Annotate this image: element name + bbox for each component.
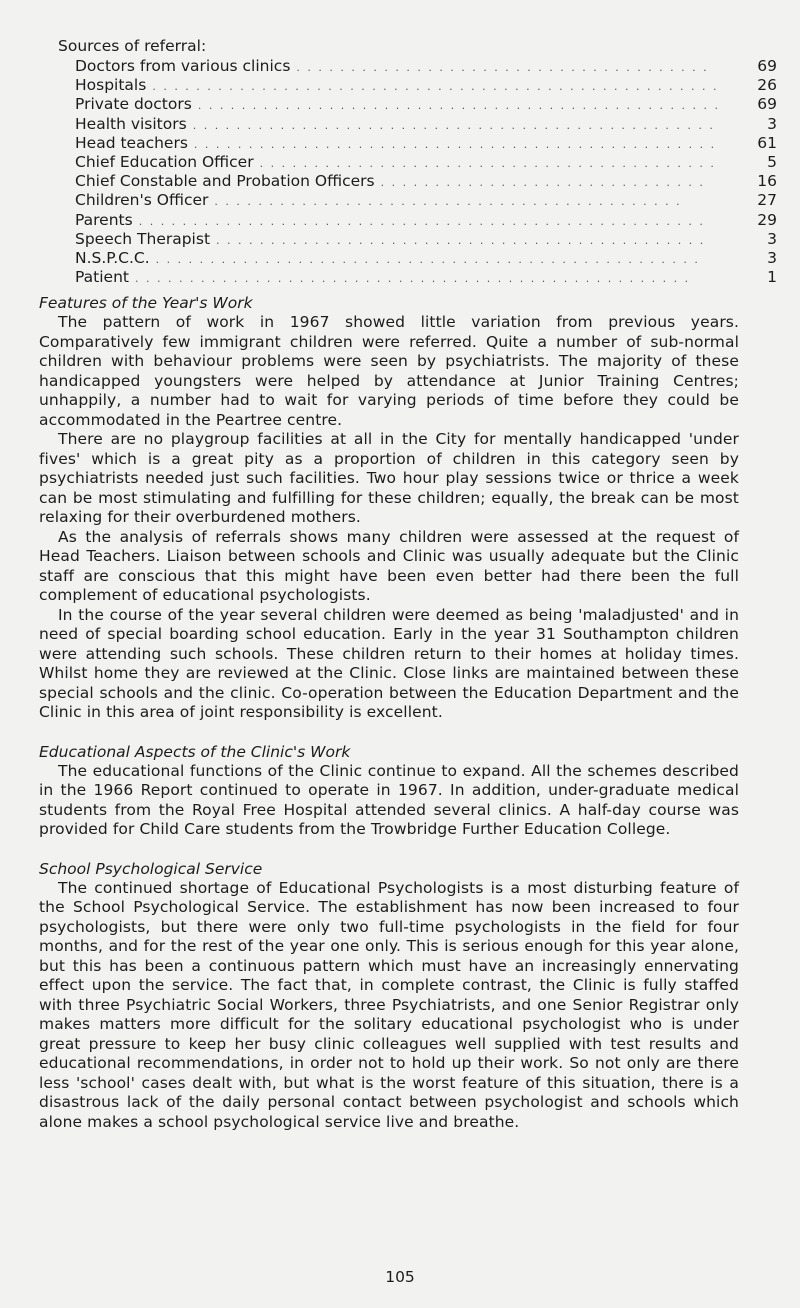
referral-row [75, 134, 777, 153]
referral-count: 69 [757, 95, 777, 114]
referrals-list [75, 57, 777, 287]
referrals-heading: Sources of referral: [58, 37, 207, 55]
page-content [39, 36, 777, 1132]
referral-label: Patient [75, 268, 129, 287]
referral-row [75, 172, 777, 191]
referral-label: Children's Officer [75, 191, 209, 210]
referral-count: 69 [757, 57, 777, 75]
leader-dots: . . . . . . . . . . . . . . . . . . . . . . . . . . . . . . . . . . . . . . . . . . . . . . . . [192, 118, 715, 132]
section-heading-educational-aspects: Educational Aspects of the Clinic's Work [39, 742, 351, 761]
leader-dots: . . . . . . . . . . . . . . . . . . . . . . . . . . . . . . [380, 176, 705, 190]
leader-dots: . . . . . . . . . . . . . . . . . . . . . . . . . . . . . . . . . . . . . . . . . . [259, 156, 716, 170]
referral-count: 3 [767, 229, 777, 248]
leader-dots: . . . . . . . . . . . . . . . . . . . . . . . . . . . . . . . . . . . . . . . . . . . . . . . . . . . [134, 272, 691, 286]
leader-dots: . . . . . . . . . . . . . . . . . . . . . . . . . . . . . . . . . . . . . . [296, 61, 709, 74]
referral-label: Chief Constable and Probation Officers [75, 172, 375, 191]
referral-row [75, 57, 777, 76]
referral-count: 5 [767, 152, 777, 171]
paragraph: In the course of the year several children were deemed as being 'maladjusted' and in need of special boarding school education. Early in the year 31 Southampton children were attending such schools. These children return to their homes at holiday times. Whilst home they are reviewed at the Clinic. Close links are maintained between these special schools and the clinic. Co-operation between the Education Department and the Clinic in this area of joint responsibility is excellent. [39, 605, 739, 722]
referral-label: Parents [75, 210, 133, 229]
leader-dots: . . . . . . . . . . . . . . . . . . . . . . . . . . . . . . . . . . . . . . . . . . . [214, 195, 682, 209]
referral-row [75, 95, 777, 114]
referral-label: Hospitals [75, 76, 147, 95]
referral-label: Speech Therapist [75, 229, 211, 248]
referral-count: 26 [757, 76, 777, 95]
referral-label: Doctors from various clinics [75, 57, 291, 75]
referral-row [75, 191, 777, 210]
paragraph: The pattern of work in 1967 showed little variation from previous years. Comparatively few immigrant children were referred. Quite a number of sub-normal children with behaviour problems were seen by psychiatrists. The majority of these handicapped youngsters were helped by attendance at Junior Training Centres; unhappily, a number had to wait for varying periods of time before they could be accommodated in the Peartree centre. [39, 313, 739, 429]
referral-count: 16 [757, 172, 777, 191]
referral-count: 1 [767, 268, 777, 287]
referral-row [75, 230, 777, 249]
referral-row [75, 211, 777, 230]
referral-count: 3 [767, 248, 777, 267]
referral-row [75, 249, 777, 268]
referral-label: Health visitors [75, 114, 187, 133]
paragraph: The continued shortage of Educational Psychologists is a most disturbing feature of the School Psychological Service. The establishment has now been increased to four psychologists, but there were only two full-time psychologists in the field for four months, and for the rest of the year one only. This is serious enough for this year alone, but this has been a continuous pattern which must have an increasingly ennervating effect upon the service. The fact that, in complete contrast, the Clinic is fully staffed with three Psychiatric Social Workers, three Psychiatrists, and one Senior Registrar only makes matters more difficult for the solitary educational psychologist who is under great pressure to keep her busy clinic colleagues well supplied with test results and educational recommendations, in order not to hold up their work. So not only are there less 'school' cases dealt with, but what is the worst feature of this situation, there is a disastrous lack of the daily personal contact between psychologist and schools which alone makes a school psychological service live and breathe. [39, 878, 739, 1131]
page-number: 105 [385, 1268, 415, 1286]
referral-label: N.S.P.C.C. [75, 248, 150, 267]
paragraph: There are no playgroup facilities at all in the City for mentally handicapped 'under fives' which is a great pity as a proportion of children in this category seen by psychiatrists needed just such facilities. Two hour play sessions twice or thrice a week can be most stimulating and fulfilling for these children; equally, the break can be most relaxing for their overburdened mothers. [39, 430, 739, 527]
leader-dots: . . . . . . . . . . . . . . . . . . . . . . . . . . . . . . . . . . . . . . . . . . . . . . . . [193, 137, 717, 151]
paragraph: As the analysis of referrals shows many children were assessed at the request of Head Teachers. Liaison between schools and Clinic was usually adequate but the Clinic staff are conscious that this might have been even better had there been the full complement of educational psychologists. [39, 527, 739, 605]
leader-dots: . . . . . . . . . . . . . . . . . . . . . . . . . . . . . . . . . . . . . . . . . . . . . . . . [197, 99, 721, 113]
referral-row [75, 115, 777, 134]
leader-dots: . . . . . . . . . . . . . . . . . . . . . . . . . . . . . . . . . . . . . . . . . . . . . . . . . . . . [138, 214, 705, 228]
referral-count: 61 [757, 133, 777, 152]
paragraph: The educational functions of the Clinic continue to expand. All the schemes described in the 1966 Report continued to operate in 1967. In addition, under-graduate medical students from the Royal Free Hospital attended several clinics. A half-day course was provided for Child Care students from the Trowbridge Further Education College. [39, 761, 739, 839]
referral-count: 3 [767, 114, 777, 133]
leader-dots: . . . . . . . . . . . . . . . . . . . . . . . . . . . . . . . . . . . . . . . . . . . . . [216, 233, 706, 247]
leader-dots: . . . . . . . . . . . . . . . . . . . . . . . . . . . . . . . . . . . . . . . . . . . . . . . . . . . . [152, 80, 719, 94]
referral-count: 29 [757, 210, 777, 229]
referral-row [75, 76, 777, 95]
referral-label: Chief Education Officer [75, 152, 254, 171]
referral-label: Private doctors [75, 95, 192, 114]
referral-row [75, 268, 777, 287]
leader-dots: . . . . . . . . . . . . . . . . . . . . . . . . . . . . . . . . . . . . . . . . . . . . . . . . . . [155, 252, 700, 266]
section-heading-features: Features of the Year's Work [39, 294, 253, 313]
referral-label: Head teachers [75, 133, 188, 152]
section-heading-school-psychological-service: School Psychological Service [39, 859, 263, 878]
referral-row [75, 153, 777, 172]
referral-count: 27 [757, 191, 777, 210]
